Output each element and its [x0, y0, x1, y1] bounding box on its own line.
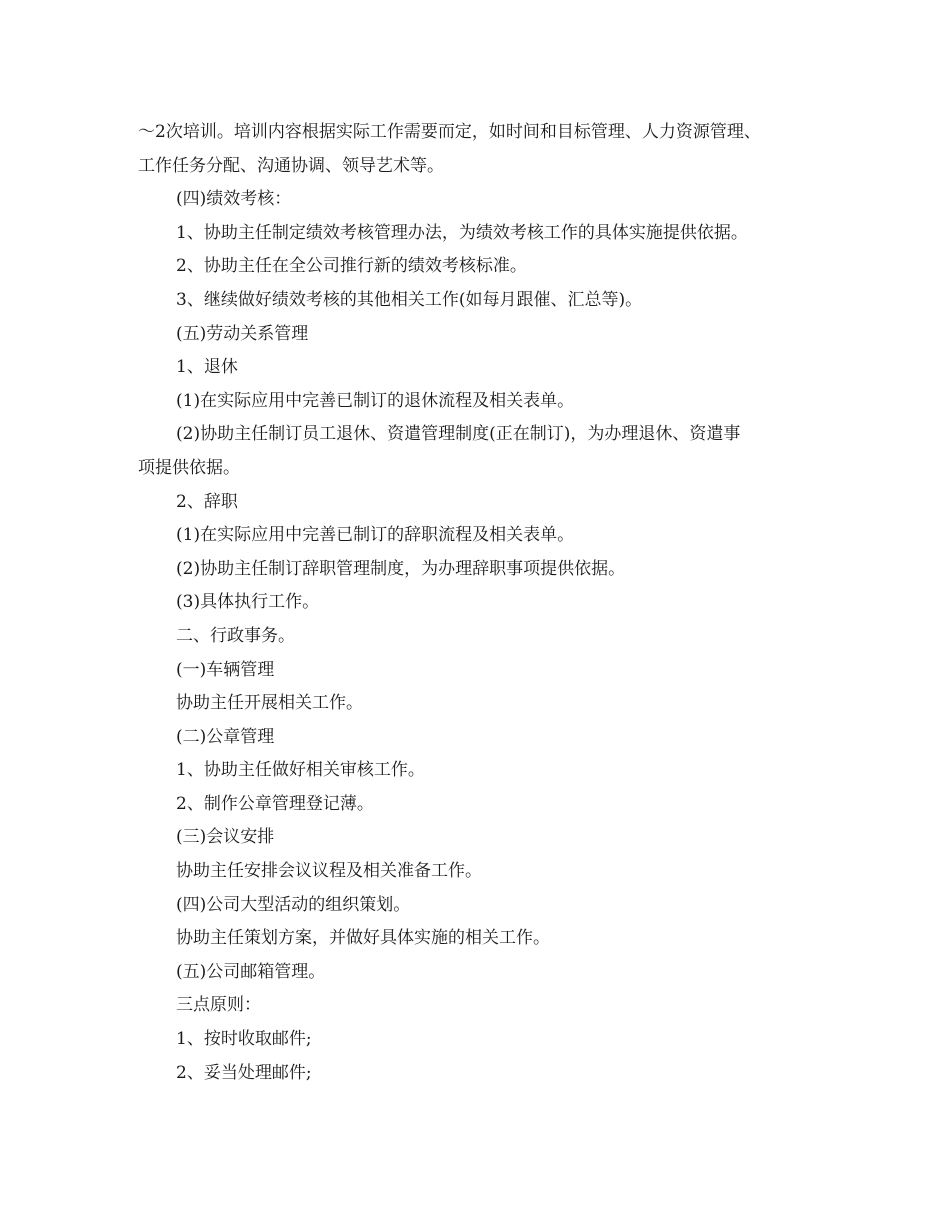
- text-line: (3)具体执行工作。: [176, 592, 320, 613]
- text-line: (三)会议安排: [176, 827, 275, 848]
- text-line: 2、协助主任在全公司推行新的绩效考核标准。: [176, 256, 527, 277]
- text-line: (2)协助主任制订员工退休、资遣管理制度(正在制订)，为办理退休、资遣事: [176, 424, 741, 445]
- text-line: (五)劳动关系管理: [176, 323, 309, 344]
- text-line: 三点原则：: [176, 995, 261, 1016]
- text-line: 2、制作公章管理登记薄。: [176, 793, 374, 814]
- text-line: 1、退休: [176, 357, 238, 378]
- text-line: (1)在实际应用中完善已制订的退休流程及相关表单。: [176, 390, 575, 411]
- text-line: (1)在实际应用中完善已制订的辞职流程及相关表单。: [176, 525, 575, 546]
- text-line: 协助主任策划方案，并做好具体实施的相关工作。: [176, 928, 550, 949]
- text-line: 协助主任开展相关工作。: [176, 693, 363, 714]
- text-line: 项提供依据。: [138, 457, 240, 478]
- text-line: (2)协助主任制订辞职管理制度，为办理辞职事项提供依据。: [176, 558, 626, 579]
- text-line: 2、妥当处理邮件;: [176, 1062, 312, 1083]
- text-line: (五)公司邮箱管理。: [176, 961, 326, 982]
- text-line: 1、协助主任制定绩效考核管理办法，为绩效考核工作的具体实施提供依据。: [176, 222, 748, 243]
- text-line: (四)绩效考核：: [176, 189, 292, 210]
- text-line: (四)公司大型活动的组织策划。: [176, 894, 411, 915]
- text-line: 1、协助主任做好相关审核工作。: [176, 760, 425, 781]
- document-body: [138, 116, 838, 1090]
- text-line: (二)公章管理: [176, 726, 275, 747]
- text-line: (一)车辆管理: [176, 659, 275, 680]
- text-line: 1、按时收取邮件;: [176, 1029, 312, 1050]
- text-line: 二、行政事务。: [176, 625, 295, 646]
- text-line: ～2次培训。培训内容根据实际工作需要而定，如时间和目标管理、人力资源管理、: [138, 122, 761, 142]
- text-line: 工作任务分配、沟通协调、领导艺术等。: [138, 155, 444, 176]
- text-line: 2、辞职: [176, 491, 238, 512]
- text-line: 协助主任安排会议议程及相关准备工作。: [176, 861, 482, 882]
- text-line: 3、继续做好绩效考核的其他相关工作(如每月跟催、汇总等)。: [176, 289, 643, 310]
